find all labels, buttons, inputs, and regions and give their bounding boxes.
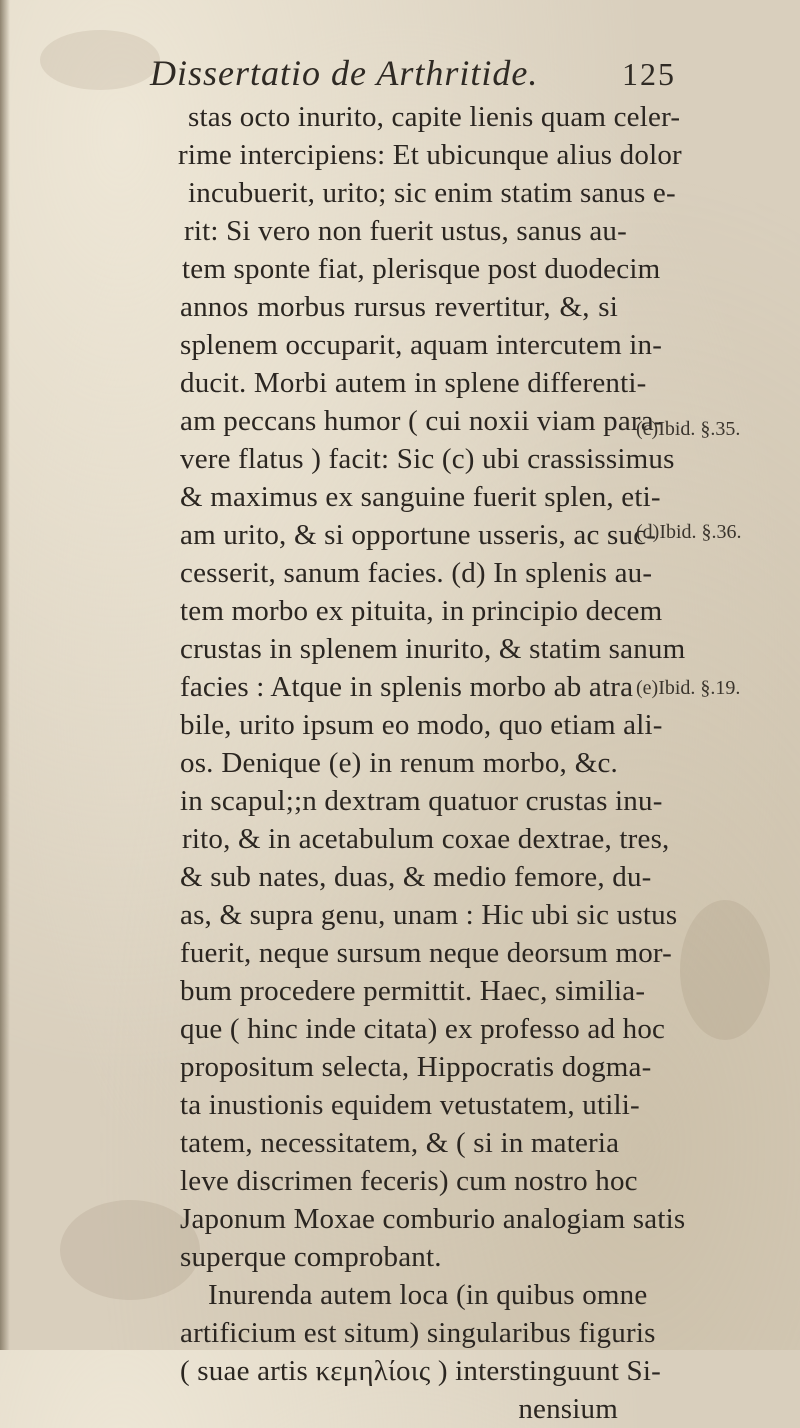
text-line: propositum selecta, Hippocratis dogma- <box>180 1051 652 1083</box>
margin-note: (d)Ibid. §.36. <box>636 521 742 543</box>
text-line: am peccans humor ( cui noxii viam para- <box>180 405 664 437</box>
text-line: bum procedere permittit. Haec, similia- <box>180 975 646 1007</box>
text-line: cesserit, sanum facies. (d) In splenis au- <box>180 557 653 589</box>
text-line: Inurenda autem loca (in quibus omne <box>208 1279 648 1311</box>
text-line: leve discrimen feceris) cum nostro hoc <box>180 1165 638 1197</box>
text-line: rime intercipiens: Et ubicunque alius dolor <box>178 139 682 171</box>
paper-stain <box>60 1200 200 1300</box>
text-line: am urito, & si opportune usseris, ac suc- <box>180 519 657 551</box>
page-number: 125 <box>622 56 676 92</box>
text-line: artificium est situm) singularibus figuris <box>180 1317 656 1349</box>
text-line: ta inustionis equidem vetustatem, utili- <box>180 1089 640 1121</box>
margin-note: (c)Ibid. §.35. <box>636 418 741 440</box>
text-line: tem morbo ex pituita, in principio decem <box>180 595 663 627</box>
text-line: bile, urito ipsum eo modo, quo etiam ali- <box>180 709 663 741</box>
margin-note: (e)Ibid. §.19. <box>636 677 741 699</box>
text-line: tem sponte fiat, plerisque post duodecim <box>182 253 661 285</box>
text-line: stas octo inurito, capite lienis quam celer- <box>188 101 681 133</box>
text-line: que ( hinc inde citata) ex professo ad hoc <box>180 1013 666 1045</box>
text-line: vere flatus ) facit: Sic (c) ubi crassissimus <box>180 443 675 475</box>
text-line: as, & supra genu, unam : Hic ubi sic ustus <box>180 899 678 931</box>
catchword: nensium <box>518 1393 618 1425</box>
text-line: & sub nates, duas, & medio femore, du- <box>180 861 652 893</box>
running-title: Dissertatio de Arthritide. <box>150 53 539 93</box>
paper-stain <box>40 30 160 90</box>
text-line: rit: Si vero non fuerit ustus, sanus au- <box>184 215 627 247</box>
text-line: in scapul;;n dextram quatuor crustas inu- <box>180 785 663 817</box>
text-line: superque comprobant. <box>180 1241 442 1273</box>
text-line: facies : Atque in splenis morbo ab atra <box>180 671 634 703</box>
text-line: crustas in splenem inurito, & statim sanum <box>180 633 686 665</box>
text-line: & maximus ex sanguine fuerit splen, eti- <box>180 481 661 513</box>
text-line: incubuerit, urito; sic enim statim sanus e- <box>188 177 676 209</box>
text-line: ( suae artis κεμηλίοις ) interstinguunt Si- <box>180 1355 661 1387</box>
text-line: fuerit, neque sursum neque deorsum mor- <box>180 937 673 969</box>
text-line: tatem, necessitatem, & ( si in materia <box>180 1127 620 1159</box>
body-text <box>178 98 686 1428</box>
text-line: os. Denique (e) in renum morbo, &c. <box>180 747 618 779</box>
text-line: annos morbus rursus revertitur, &, si <box>180 291 618 323</box>
text-line: splenem occuparit, aquam intercutem in- <box>180 329 663 361</box>
text-line: rito, & in acetabulum coxae dextrae, tres, <box>182 823 670 855</box>
paper-stain <box>680 900 770 1040</box>
text-line: Japonum Moxae comburio analogiam satis <box>180 1203 686 1235</box>
text-line: ducit. Morbi autem in splene differenti- <box>180 367 647 399</box>
